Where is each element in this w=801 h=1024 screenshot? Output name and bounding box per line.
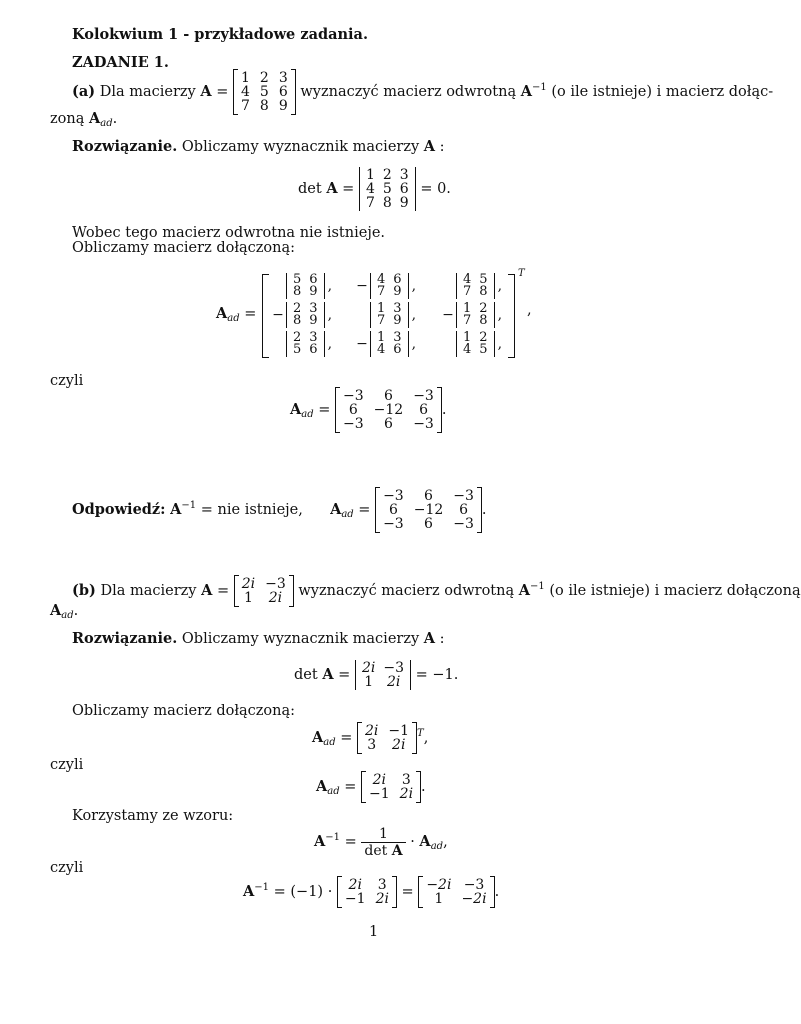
dot-operator: · [327,884,333,900]
minor-determinant: 4 5 7 8 [456,273,495,299]
solution-text: Obliczamy wyznacznik macierzy [181,631,420,647]
part-b-text-2: (o ile istnieje) i macierz dołączoną [549,583,801,599]
cofactor-separator: , [411,278,417,294]
line2-end: . [112,111,118,127]
answer-adj-matrix: −3 6 −3 6 −12 6 −3 6 −3 [375,488,482,532]
solution-end: : [435,139,445,155]
part-b-statement [72,570,801,604]
fraction [361,826,405,859]
minor-determinant: 2 3 8 9 [286,302,325,328]
cofactor-separator: , [327,336,333,352]
part-a-text-2: (o ile istnieje) i macierz dołąc- [551,84,774,100]
big-left-bracket [262,274,269,358]
cofactor-separator: , [411,307,417,323]
adj-result-matrix: −3 6 −3 6 −12 6 −3 6 −3 [335,388,442,432]
cofactor-cell [270,301,332,329]
equals-sign: = [269,884,291,900]
compute-adj-b: Obliczamy macierz dołączoną: [72,703,296,719]
adj-symbol: A [330,501,342,518]
adj-result-b [316,770,426,804]
period: . [441,402,447,418]
solution-label: Rozwiązanie. [72,138,178,155]
adj-result-b-matrix: 2i 3 −1 2i [361,772,421,802]
cofactor-separator: , [411,336,417,352]
solution-label: Rozwiązanie. [72,630,178,647]
equals-sign: = [353,502,376,518]
cofactor-cell [270,330,332,358]
cofactor-separator: , [327,307,333,323]
part-a-statement [72,66,774,114]
inverse-symbol: A [314,833,326,850]
det-b-matrix: 2i −3 1 2i [355,660,411,690]
adj-t-matrix: 2i −1 3 2i [357,723,417,753]
det-b-equation [294,658,458,692]
solution-end: : [435,631,445,647]
transpose-mark: T [417,728,424,739]
part-a-label: (a) [72,83,96,100]
adj-symbol: A [316,778,328,795]
part-b-text: wyznaczyć macierz odwrotną [298,583,515,599]
inverse-result-matrix: −2i −3 1 −2i [418,877,494,907]
scalar: (−1) [290,884,324,900]
adj-sub: ad [323,737,336,748]
inverse-superscript: −1 [529,581,545,592]
det-b-result: = −1. [415,667,459,683]
no-inverse-text: Wobec tego macierz odwrotna nie istnieje. [72,225,386,241]
adj-symbol: A [419,833,431,850]
cofactor-sign: − [356,278,368,294]
equals-sign: = [313,402,336,418]
cofactor-separator: , [497,278,503,294]
inverse-result [243,870,499,906]
adj-sub: ad [301,409,314,420]
answer-inverse-text: = nie istnieje, [200,502,303,518]
equals-sign: = [337,181,359,197]
adj-symbol: A [216,305,228,322]
adj-symbol: A [88,110,101,127]
solution-b [72,630,445,648]
formula-intro: Korzystamy ze wzoru: [72,808,234,824]
part-b-intro: Dla macierzy [100,583,197,599]
adj-symbol: A [290,401,302,418]
equals-sign: = [339,779,362,795]
period: . [73,603,79,619]
document-title: Kolokwium 1 - przykładowe zadania. [72,26,368,43]
equals-sign: = [211,84,233,100]
matrix-a: 1 2 3 4 5 6 7 8 9 [233,70,296,114]
det-label: det [298,181,322,197]
period: . [421,779,426,795]
minor-determinant: 1 3 7 9 [370,302,409,328]
det-symbol: A [322,666,334,683]
czyli-1: czyli [50,373,84,389]
cofactor-separator: , [327,278,333,294]
solution-symbol: A [423,630,436,647]
dot-operator: · [410,834,415,850]
period: . [481,502,487,518]
matrix-symbol: A [200,83,212,100]
answer-a [72,482,487,530]
part-b-label: (b) [72,582,96,599]
minor-determinant: 1 2 4 5 [456,331,495,357]
part-a-intro: Dla macierzy [99,84,196,100]
inverse-symbol: A [518,582,530,599]
equals-sign: = [212,583,234,599]
transpose-mark: T [518,268,525,279]
det-a-equation [298,164,451,214]
adj-sub: ad [327,786,340,797]
minor-determinant: 5 6 8 9 [286,273,325,299]
adj-sub: ad [61,610,74,621]
comma: , [423,730,429,746]
task-heading: ZADANIE 1. [72,54,169,71]
fraction-denominator: det A [364,842,403,859]
det-symbol: A [326,180,338,197]
inverse-superscript: −1 [254,882,270,893]
minor-determinant: 4 6 7 9 [370,273,409,299]
adj-sub: ad [341,509,354,520]
czyli-2: czyli [50,757,84,773]
cofactor-grid [270,272,508,358]
equals-sign: = [333,667,355,683]
inverse-superscript: −1 [325,832,341,843]
cofactor-separator: , [497,307,503,323]
inverse-symbol: A [520,83,532,100]
matrix-b: 2i −3 1 2i [234,576,294,606]
inverse-product-matrix: 2i 3 −1 2i [337,877,397,907]
inverse-superscript: −1 [181,500,197,511]
part-b-line2 [50,602,78,624]
minor-determinant: 1 2 7 8 [456,302,495,328]
adj-label-a [216,305,256,324]
part-a-text: wyznaczyć macierz odwrotną [300,84,517,100]
equals-sign: = [396,884,419,900]
inverse-superscript: −1 [531,82,547,93]
inverse-formula [314,818,448,858]
equals-sign: = [340,834,362,850]
det-result: = 0. [420,181,451,197]
adj-symbol: A [50,602,62,619]
equals-sign: = [239,306,257,322]
part-a-line2 [50,110,117,132]
adj-sub: ad [100,118,113,129]
big-right-bracket [508,274,515,358]
cofactor-cell [440,272,502,300]
cofactor-cell [270,272,332,300]
cofactor-separator: , [497,336,503,352]
czyli-3: czyli [50,860,84,876]
cofactor-cell [354,330,416,358]
cofactor-sign: − [442,307,454,323]
cofactor-cell [354,301,416,329]
det-matrix: 1 2 3 4 5 6 7 8 9 [359,167,416,211]
adj-t-b [312,716,428,752]
trailing-comma: , [527,302,532,318]
inverse-symbol: A [170,501,182,518]
period: . [494,884,500,900]
answer-label: Odpowiedź: [72,501,166,518]
adj-sub: ad [227,313,240,324]
adj-symbol: A [312,729,324,746]
compute-adj-text: Obliczamy macierz dołączoną: [72,240,296,256]
adj-sub: ad [430,841,444,852]
minor-determinant: 2 3 5 6 [286,331,325,357]
cofactor-sign: − [272,307,284,323]
page-number: 1 [369,924,379,940]
comma: , [443,834,448,850]
solution-symbol: A [423,138,436,155]
det-label: det [294,667,318,683]
minor-determinant: 1 3 4 6 [370,331,409,357]
adj-result-a [290,386,446,434]
inverse-symbol: A [243,883,255,900]
solution-text: Obliczamy wyznacznik macierzy [181,139,420,155]
line2-prefix: zoną [50,111,85,127]
solution-a [72,138,445,156]
cofactor-cell [440,301,502,329]
fraction-numerator: 1 [361,826,405,843]
equals-sign: = [335,730,358,746]
cofactor-cell [440,330,502,358]
matrix-symbol: A [201,582,213,599]
cofactor-cell [354,272,416,300]
cofactor-sign: − [356,336,368,352]
